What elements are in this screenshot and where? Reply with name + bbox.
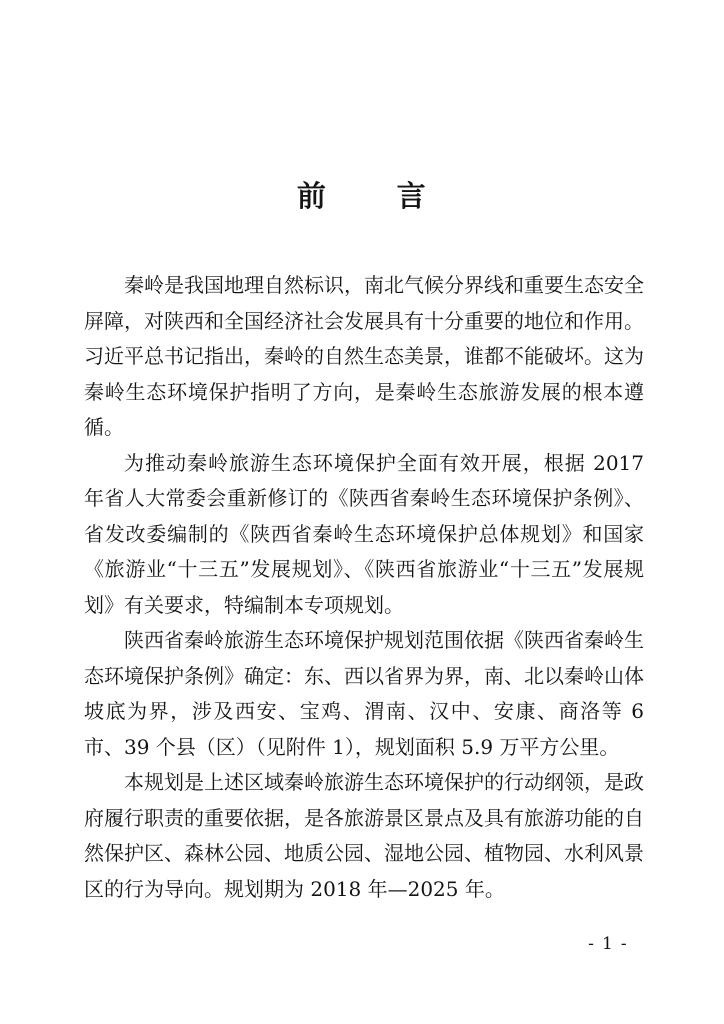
paragraph-2: 为推动秦岭旅游生态环境保护全面有效开展，根据 2017 年省人大常委会重新修订的《陕西省秦岭生态环境保护条例》、省发改委编制的《陕西省秦岭生态环境保护总体规划》和国家《旅游业“十三五”发展规划》、《陕西省旅游业“十三五”发展规划》有关要求，特编制本专项规划。 <box>84 450 644 617</box>
page-number: - 1 - <box>588 934 628 954</box>
paragraph-3: 陕西省秦岭旅游生态环境保护规划范围依据《陕西省秦岭生态环境保护条例》确定：东、西以省界为界，南、北以秦岭山体坡底为界，涉及西安、宝鸡、渭南、汉中、安康、商洛等 6 市、39 个县（区）（见附件 1），规划面积 5.9 万平方公里。 <box>84 628 644 759</box>
paragraph-4: 本规划是上述区域秦岭旅游生态环境保护的行动纲领，是政府履行职责的重要依据，是各旅游景区景点及具有旅游功能的自然保护区、森林公园、地质公园、湿地公园、植物园、水利风景区的行为导向。规划期为 2018 年—2025 年。 <box>84 770 644 901</box>
paragraph-1: 秦岭是我国地理自然标识，南北气候分界线和重要生态安全屏障，对陕西和全国经济社会发展具有十分重要的地位和作用。习近平总书记指出，秦岭的自然生态美景，谁都不能破坏。这为秦岭生态环境保护指明了方向，是秦岭生态旅游发展的根本遵循。 <box>84 273 644 439</box>
page-title: 前 言 <box>296 179 428 213</box>
document-body <box>84 268 644 907</box>
